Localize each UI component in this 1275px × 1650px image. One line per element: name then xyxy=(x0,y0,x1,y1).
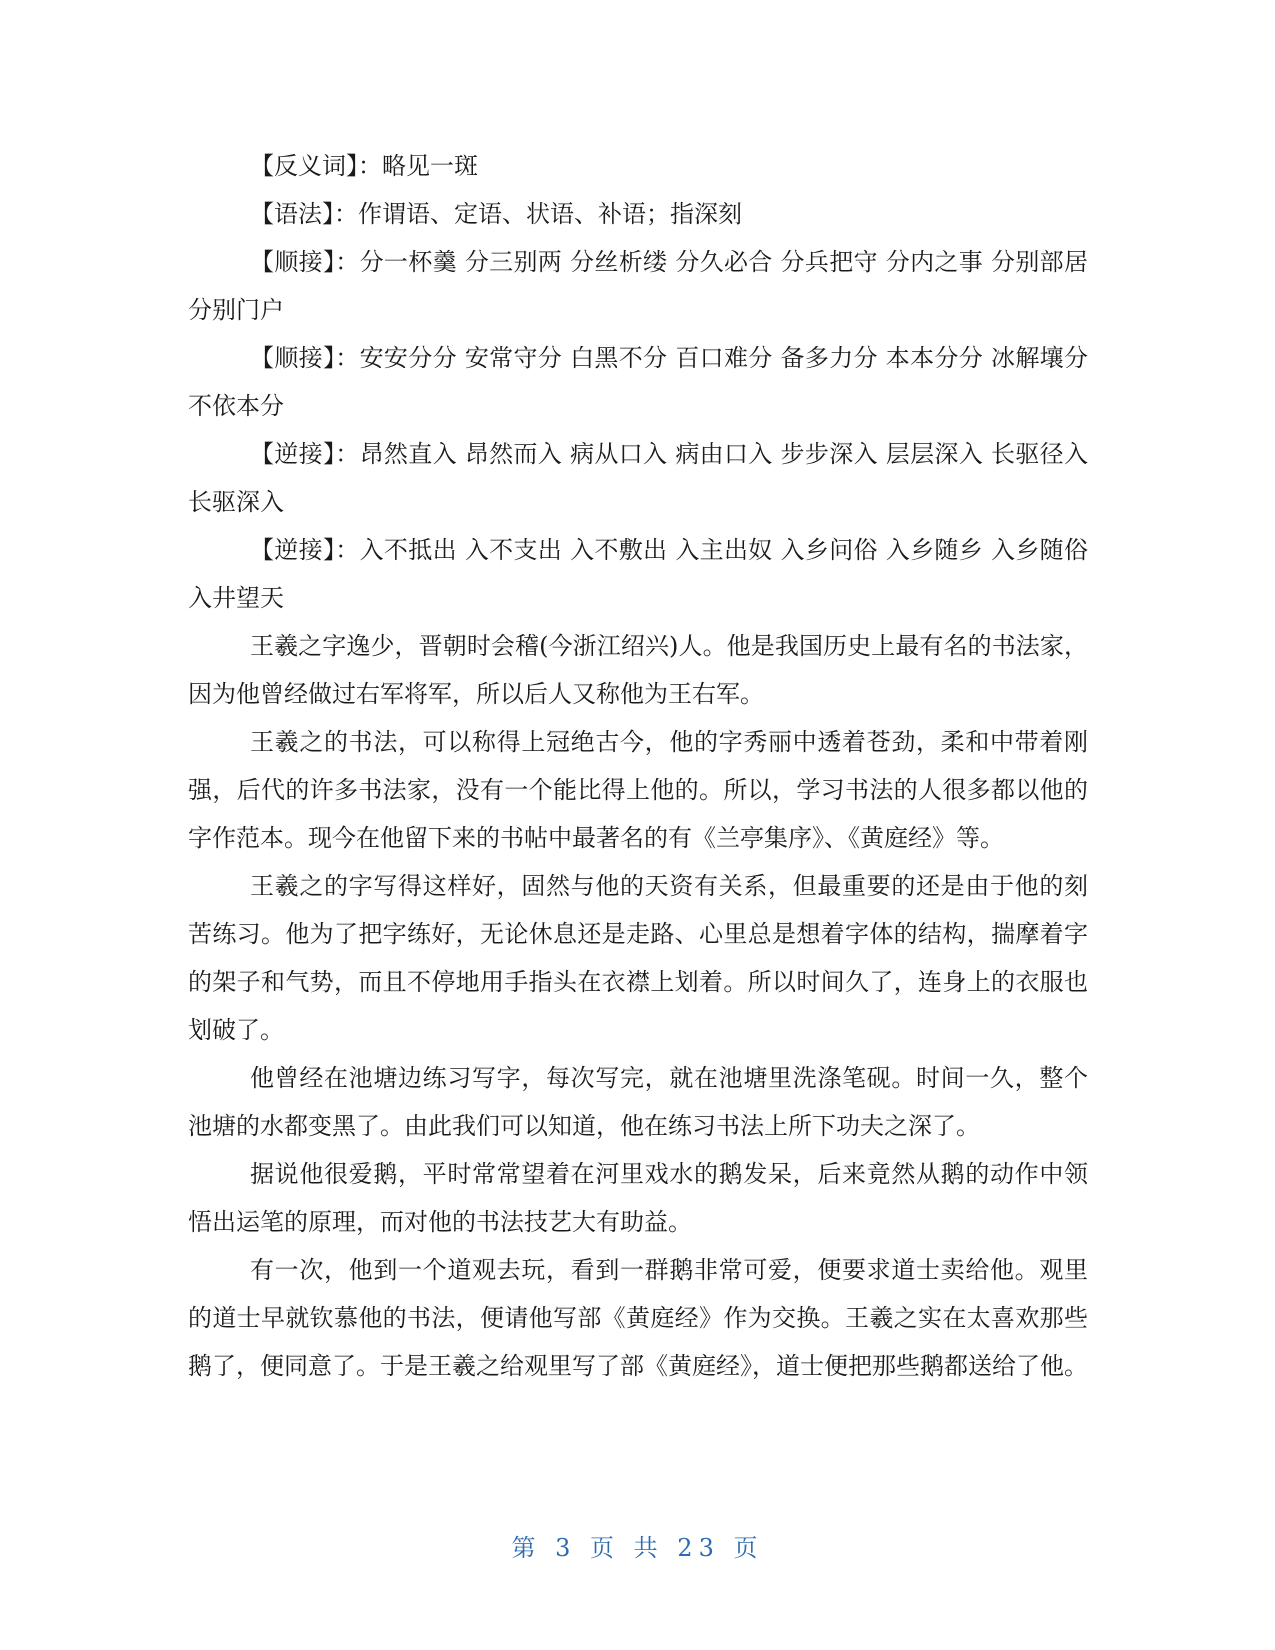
document-body xyxy=(188,142,1088,1390)
story-paragraph: 王羲之的字写得这样好，固然与他的天资有关系，但最重要的还是由于他的刻苦练习。他为了把字练好，无论休息还是走路、心里总是想着字体的结构，揣摩着字的架子和气势，而且不停地用手指头在衣襟上划着。所以时间久了，连身上的衣服也划破了。 xyxy=(188,872,1088,1044)
reverse-link-entry: 【逆接】：昂然直入 昂然而入 病从口入 病由口入 步步深入 层层深入 长驱径入 长驱深入 xyxy=(188,440,1088,516)
story-paragraph: 王羲之字逸少，晋朝时会稽(今浙江绍兴)人。他是我国历史上最有名的书法家，因为他曾经做过右军将军，所以后人又称他为王右军。 xyxy=(188,632,1088,708)
reverse-link-entry: 【逆接】：入不抵出 入不支出 入不敷出 入主出奴 入乡问俗 入乡随乡 入乡随俗 入井望天 xyxy=(188,536,1088,612)
story-paragraph: 王羲之的书法，可以称得上冠绝古今，他的字秀丽中透着苍劲，柔和中带着刚强，后代的许多书法家，没有一个能比得上他的。所以，学习书法的人很多都以他的字作范本。现今在他留下来的书帖中最著名的有《兰亭集序》、《黄庭经》等。 xyxy=(188,728,1088,852)
story-paragraph: 有一次，他到一个道观去玩，看到一群鹅非常可爱，便要求道士卖给他。观里的道士早就钦慕他的书法，便请他写部《黄庭经》作为交换。王羲之实在太喜欢那些鹅了，便同意了。于是王羲之给观里写了部《黄庭经》，道士便把那些鹅都送给了他。 xyxy=(188,1256,1088,1380)
story-paragraph: 他曾经在池塘边练习写字，每次写完，就在池塘里洗涤笔砚。时间一久，整个池塘的水都变黑了。由此我们可以知道，他在练习书法上所下功夫之深了。 xyxy=(188,1064,1088,1140)
forward-link-entry: 【顺接】：安安分分 安常守分 白黑不分 百口难分 备多力分 本本分分 冰解壤分 不依本分 xyxy=(188,344,1088,420)
page-number: 第 3 页 共 23 页 xyxy=(511,1534,764,1562)
forward-link-entry: 【顺接】：分一杯羹 分三别两 分丝析缕 分久必合 分兵把守 分内之事 分别部居 分别门户 xyxy=(188,248,1088,324)
antonym-entry: 【反义词】：略见一斑 xyxy=(250,152,478,180)
story-paragraph: 据说他很爱鹅，平时常常望着在河里戏水的鹅发呆，后来竟然从鹅的动作中领悟出运笔的原理，而对他的书法技艺大有助益。 xyxy=(188,1160,1088,1236)
grammar-entry: 【语法】：作谓语、定语、状语、补语；指深刻 xyxy=(250,200,742,228)
